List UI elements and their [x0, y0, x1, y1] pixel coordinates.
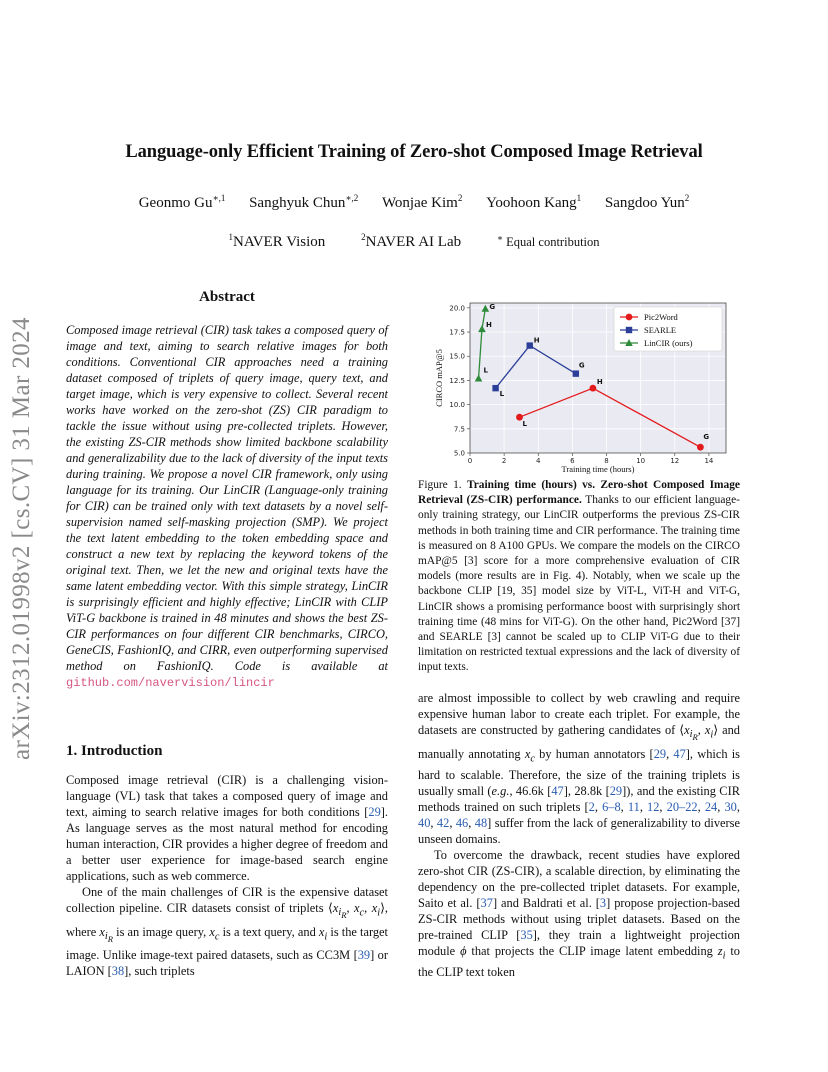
data-point	[573, 370, 579, 376]
abstract-heading: Abstract	[199, 289, 255, 305]
citation[interactable]: 20–22	[666, 800, 698, 814]
affiliation: $^1$NAVER Vision	[228, 232, 326, 250]
citation[interactable]: 6–8	[602, 800, 621, 814]
x-tick-label: 2	[501, 457, 507, 465]
intro-body-left	[66, 772, 388, 979]
y-tick-label: 20.0	[449, 304, 465, 313]
x-tick-label: 8	[604, 457, 609, 465]
intro-body-right	[418, 690, 740, 980]
citation[interactable]: 37	[480, 896, 493, 910]
y-tick-label: 15.0	[449, 352, 465, 361]
caption-title: Training time (hours) vs. Zero-shot Composed Image Retrieval (ZS-CIR) performance.	[418, 479, 740, 507]
affiliation-list	[0, 232, 828, 251]
point-label: L	[522, 420, 527, 429]
point-label: L	[483, 366, 489, 375]
y-tick-label: 7.5	[453, 425, 465, 434]
author: Sanghyuk Chun$^{∗,2}$	[249, 193, 359, 211]
citation[interactable]: 29	[653, 746, 667, 761]
x-tick-label: 0	[467, 457, 473, 465]
data-point	[589, 385, 596, 392]
paragraph: Composed image retrieval (CIR) is a challenging vision-language (VL) task that takes a composed query of image and text, aiming to search relative images for both conditions [29]. As language serves as the most natural method for encoding human interaction, CIR provides a higher degree of freedom and a better user experience for image-based search engine applications, such as web commerce.	[66, 773, 388, 883]
citation[interactable]: 35	[520, 928, 533, 942]
paper-title: Language-only Efficient Training of Zero-shot Composed Image Retrieval	[125, 142, 703, 162]
section-heading-introduction: 1. Introduction	[66, 743, 163, 759]
x-tick-label: 10	[636, 457, 646, 465]
paragraph: One of the main challenges of CIR is the expensive dataset collection pipeline. CIR datasets consist of triplets $⟨x_{i_R}$, $x_c$, $x_i⟩$, where $x_{i_R}$ is an image query, $x_c$ is a text query, and $x_i$ is the target image. Unlike image-text paired datasets, such as CC3M [39] or LAION [38], such triplets	[66, 885, 388, 979]
affiliation: $^2$NAVER AI Lab	[361, 232, 462, 250]
citation[interactable]: 39	[357, 948, 371, 963]
point-label: H	[485, 321, 492, 330]
citation[interactable]: 11	[627, 800, 640, 814]
x-axis-label: Training time (hours)	[561, 464, 635, 474]
point-label: G	[578, 361, 585, 370]
data-point	[492, 385, 498, 391]
citation[interactable]: 24	[704, 800, 718, 814]
paragraph: To overcome the drawback, recent studies have explored zero-shot CIR (ZS-CIR), a scalable direction, by eliminating the dependency on the pre-collected triplet datasets. For example, Saito et al. [37] and Baldrati et al. [3] propose projection-based ZS-CIR methods without using triplet datasets. Based on the pre-trained CLIP [35], they train a lightweight projection module ϕ that projects the CLIP image latent embedding $z_i$ to the CLIP text token	[418, 848, 741, 980]
equal-contribution-note: ∗ Equal contribution	[496, 232, 600, 249]
citation[interactable]: 42	[436, 816, 450, 830]
legend-marker	[626, 314, 633, 321]
abstract-body: Composed image retrieval (CIR) task takes a composed query of image and text, aiming to search relative images for both conditions. Conventional CIR approaches need a training dataset composed of triplets of query image, query text, and target image, which is very expensive to collect. Several recent works have worked on the zero-shot (ZS) CIR paradigm to tackle the issue without using pre-collected triplets. However, the existing ZS-CIR methods show limited backbone scalability and generalizability due to the lack of diversity of the input texts during training. We propose a novel CIR framework, only using language for its training. Our LinCIR (Language-only training for CIR) can be trained only with text datasets by a novel self-supervision named self-masking projection (SMP). We project the text latent embedding to the token embedding space and construct a new text by replacing the keyword tokens of the original text. Then, we let the new and original texts have the same latent embedding vector. With this simple strategy, LinCIR is surprisingly efficient and highly effective; LinCIR with CLIP ViT-G backbone is trained in 48 minutes and shows the best ZS-CIR performances on four different CIR benchmarks, CIRCO, GeneCIS, FashionIQ, and CIRR, even outperforming supervised method on FashionIQ. Code is available at github.com/navervision/lincir	[66, 323, 388, 690]
x-tick-label: 12	[670, 457, 680, 465]
author: Yoohoon Kang$^1$	[486, 193, 582, 211]
citation[interactable]: 29	[609, 784, 623, 798]
citation[interactable]: 29	[368, 805, 381, 819]
data-point	[527, 342, 533, 348]
code-link[interactable]: github.com/navervision/lincir	[66, 676, 275, 690]
x-tick-label: 6	[570, 457, 575, 465]
figure-chart	[428, 297, 740, 479]
legend-marker	[626, 327, 632, 333]
citation[interactable]: 48	[474, 816, 488, 830]
citation[interactable]: 40	[418, 816, 431, 830]
arxiv-stamp: arXiv:2312.01998v2 [cs.CV] 31 Mar 2024	[8, 317, 35, 760]
citation[interactable]: 47	[673, 746, 686, 761]
caption-label: Figure 1.	[418, 479, 462, 491]
y-tick-label: 12.5	[449, 376, 465, 385]
point-label: G	[489, 302, 496, 311]
point-label: G	[703, 433, 710, 442]
y-tick-label: 17.5	[449, 328, 465, 337]
author: Sangdoo Yun$^2$	[604, 193, 690, 211]
data-point	[697, 444, 704, 451]
citation[interactable]: 38	[111, 964, 125, 979]
citation[interactable]: 47	[551, 784, 564, 798]
y-axis-label: CIRCO mAP@5	[434, 349, 444, 407]
point-label: H	[533, 336, 540, 345]
citation[interactable]: 46	[455, 816, 469, 830]
citation[interactable]: 2	[588, 800, 595, 814]
legend-entry: Pic2Word	[644, 312, 678, 322]
paragraph: are almost impossible to collect by web crawling and require expensive human labor to create each triplet. For example, the datasets are constructed by gathering candidates of $⟨x_{i_R}$, $x_i⟩$ and manually annotating $x_c$ by human annotators [29, 47], which is hard to scalable. Therefore, the size of the training triplets is usually small (e.g., 46.6k [47], 28.8k [29]), and the existing CIR methods trained on such triplets [2, 6–8, 11, 12, 20–22, 24, 30, 40, 42, 46, 48] suffer from the lack of generalizability to diverse unseen domains.	[418, 691, 741, 846]
point-label: L	[499, 390, 505, 399]
legend-entry: SEARLE	[644, 325, 677, 335]
figure-caption	[418, 478, 740, 676]
citation[interactable]: 30	[724, 800, 737, 814]
author: Geonmo $Gu^{∗,1}$	[138, 193, 226, 211]
x-tick-label: 4	[536, 457, 541, 465]
caption-text: Thanks to our efficient language-only training strategy, our LinCIR outperforms the previous ZS-CIR methods in both training time and CIR performance. The training time is measured on 8 A100 GPUs. We compare the models on the CIRCO mAP@5 [3] score for a more comprehensive evaluation of CIR models (more results are in Fig. 4). Notably, when we scale up the backbone CLIP [19, 35] model size by ViT-L, ViT-H and ViT-G, LinCIR shows a promising performance boost with surprisingly short training time (48 mins for ViT-G). On the other hand, Pic2Word [37] and SEARLE [3] cannot be scaled up to CLIP ViT-G due to their limitation on restricted textual expressions and the lack of diversity of input texts.	[418, 494, 740, 674]
y-tick-label: 5.0	[453, 449, 465, 458]
citation[interactable]: 3	[599, 896, 607, 910]
legend-entry: LinCIR (ours)	[644, 338, 693, 348]
author-list	[0, 193, 828, 212]
x-tick-label: 14	[704, 457, 714, 465]
author: Wonjae Kim$^2$	[381, 193, 463, 211]
point-label: H	[596, 378, 603, 387]
y-tick-label: 10.0	[449, 401, 465, 410]
citation[interactable]: 12	[647, 800, 660, 814]
